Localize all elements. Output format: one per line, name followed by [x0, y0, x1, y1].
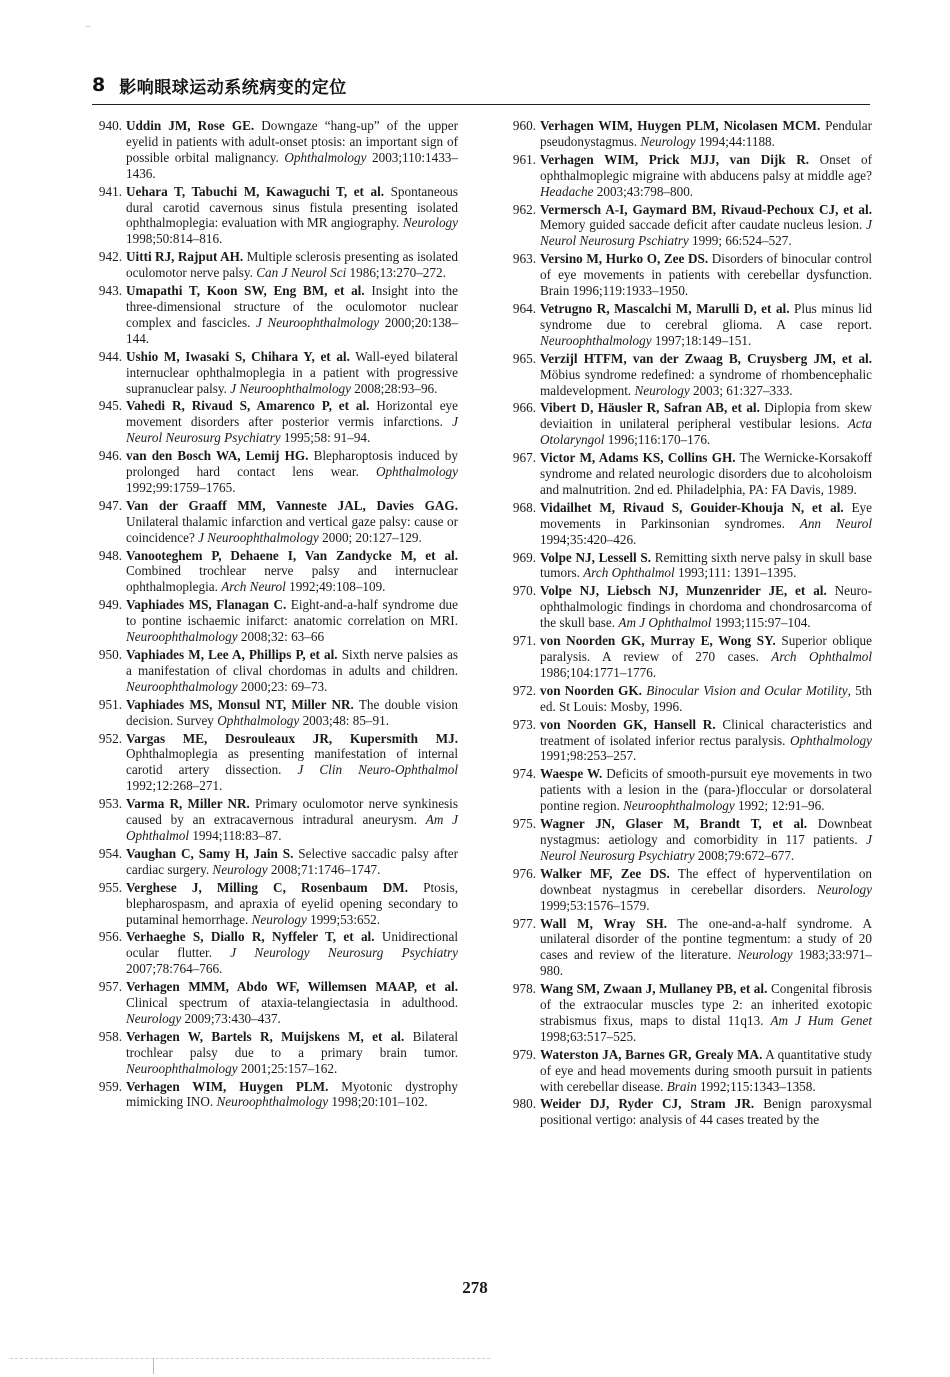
- reference-text: Memory guided saccade deficit after caudate nucleus lesion.: [540, 217, 867, 233]
- reference-number: 945.: [98, 398, 122, 414]
- reference-text: 2008;32: 63–66: [237, 629, 325, 645]
- reference-text: 1986;104:1771–1776.: [540, 664, 657, 680]
- reference-entry: [88, 597, 458, 645]
- reference-text: Disorders of binocular control of eye movements in patients with cerebellar dysfunction. Brain 1996;119:1933–1950.: [540, 251, 873, 299]
- reference-text: 2009;73:430–437.: [181, 1010, 281, 1026]
- reference-authors: Van der Graaff MM, Vanneste JAL, Davies GAG.: [126, 497, 458, 513]
- reference-journal: Am J Hum Genet: [770, 1012, 872, 1028]
- reference-journal: Neuroophthalmology: [126, 629, 238, 645]
- reference-number: 946.: [98, 448, 122, 464]
- reference-authors: Verhagen WIM, Huygen PLM, Nicolasen MCM.: [540, 118, 821, 133]
- reference-text: The double vision decision. Survey: [126, 696, 458, 728]
- reference-text: Myotonic dystrophy mimicking INO.: [126, 1078, 458, 1110]
- reference-text: 1998;20:101–102.: [328, 1094, 428, 1110]
- reference-journal: J Neurology Neurosurg Psychiatry: [230, 945, 458, 961]
- reference-entry: [88, 283, 458, 347]
- reference-number: 963.: [512, 251, 536, 267]
- reference-authors: Vahedi R, Rivaud S, Amarenco P, et al.: [126, 398, 370, 414]
- reference-text: 1996;116:170–176.: [604, 432, 711, 448]
- reference-text: Remitting sixth nerve palsy in skull base tumors.: [540, 549, 872, 581]
- reference-text: 1998;63:517–525.: [540, 1028, 637, 1044]
- reference-text: Möbius syndrome redefined: a syndrome of rhombencephalic maldevelopment.: [540, 366, 872, 398]
- reference-number: 947.: [98, 497, 122, 513]
- reference-number: 941.: [98, 183, 122, 199]
- reference-entry: [502, 450, 872, 498]
- reference-journal: Neuroophthalmology: [540, 332, 652, 348]
- reference-authors: Volpe NJ, Liebsch NJ, Munzenrider JE, et al.: [540, 583, 827, 599]
- reference-entry: [88, 731, 458, 795]
- reference-authors: von Noorden GK, Hansell R.: [540, 716, 716, 732]
- page-number: 278: [462, 1278, 488, 1297]
- reference-text: 2003;110:1433–1436.: [126, 149, 458, 181]
- reference-text: Primary oculomotor nerve synkinesis caused by an extracavernous intradural aneurysm.: [126, 796, 458, 828]
- reference-number: 957.: [98, 979, 122, 995]
- reference-entry: [502, 583, 872, 631]
- chapter-title: 影响眼球运动系统病变的定位: [119, 77, 347, 98]
- reference-entry: [88, 846, 458, 878]
- reference-number: 980.: [512, 1096, 536, 1112]
- reference-text: Clinical spectrum of ataxia-telangiectasia in adulthood.: [126, 995, 458, 1011]
- reference-number: 964.: [512, 300, 536, 316]
- reference-text: 1998;50:814–816.: [126, 231, 223, 247]
- reference-entry: [502, 1047, 872, 1095]
- reference-entry: [88, 498, 458, 546]
- reference-authors: Uitti RJ, Rajput AH.: [126, 249, 244, 265]
- reference-authors: Versino M, Hurko O, Zee DS.: [540, 251, 709, 267]
- reference-text: 1992; 12:91–96.: [734, 798, 825, 814]
- reference-text: Diplopia from skew deviaition in unilateral peripheral vestibular lesions.: [540, 400, 872, 432]
- reference-text: Unidirectional ocular flutter.: [126, 929, 459, 961]
- reference-entry: [88, 880, 458, 928]
- reference-journal: Can J Neurol Sci: [256, 265, 347, 281]
- reference-authors: Wagner JN, Glaser M, Brandt T, et al.: [540, 816, 808, 832]
- reference-text: Congenital fibrosis of the extraocular muscles type 2: an inherited exotopic strabismus fixus, maps to distal 11q13.: [540, 981, 872, 1028]
- reference-number: 970.: [512, 583, 536, 599]
- reference-number: 973.: [512, 716, 536, 732]
- reference-journal: Arch Ophthalmol: [583, 565, 675, 581]
- scan-mark: [86, 26, 90, 27]
- reference-text: 1992;99:1759–1765.: [126, 479, 236, 495]
- reference-text: Deficits of smooth-pursuit eye movements in two patients with a lesion in the (para-)floccular or dorsolateral pontine region.: [540, 766, 872, 814]
- reference-entry: [88, 448, 458, 496]
- reference-entry: [502, 866, 872, 914]
- reference-journal: Ophthalmology: [789, 732, 872, 748]
- reference-number: 965.: [512, 350, 536, 366]
- reference-number: 966.: [512, 400, 536, 416]
- reference-authors: Vetrugno R, Mascalchi M, Marulli D, et al.: [540, 300, 790, 316]
- reference-text: Blepharoptosis induced by prolonged hard contact lens wear.: [126, 448, 458, 480]
- reference-text: 1993;115:97–104.: [711, 615, 811, 631]
- reference-authors: Verhagen WIM, Huygen PLM.: [126, 1078, 329, 1094]
- reference-number: 961.: [512, 151, 536, 167]
- reference-number: 953.: [98, 796, 122, 812]
- reference-journal: Acta Otolaryngol: [540, 416, 872, 448]
- reference-text: 1991;98:253–257.: [540, 748, 637, 764]
- reference-entry: [502, 118, 872, 150]
- reference-text: 2008;28:93–96.: [351, 380, 438, 396]
- reference-journal: Neurology: [640, 133, 696, 149]
- reference-number: 940.: [98, 118, 122, 133]
- reference-entry: [502, 717, 872, 765]
- reference-number: 950.: [98, 647, 122, 662]
- reference-journal: J Neuroophthalmology: [256, 314, 380, 330]
- reference-entry: [88, 697, 458, 729]
- reference-entry: [88, 398, 458, 446]
- reference-authors: Verhagen WIM, Prick MJJ, van Dijk R.: [540, 151, 810, 167]
- reference-authors: Ushio M, Iwasaki S, Chihara Y, et al.: [126, 348, 350, 364]
- reference-number: 951.: [98, 696, 122, 712]
- reference-journal: Arch Neurol: [221, 579, 286, 595]
- reference-entry: [502, 251, 872, 299]
- reference-entry: [88, 1079, 458, 1111]
- reference-authors: Vanooteghem P, Dehaene I, Van Zandycke M, et al.: [126, 547, 458, 563]
- reference-authors: Verghese J, Milling C, Rosenbaum DM.: [126, 879, 409, 895]
- reference-entry: [502, 981, 872, 1045]
- reference-text: Pendular pseudonystagmus.: [540, 118, 872, 149]
- reference-authors: Umapathi T, Koon SW, Eng BM, et al.: [126, 283, 365, 299]
- reference-number: 956.: [98, 929, 122, 945]
- reference-text: , 5th ed. St Louis: Mosby, 1996.: [540, 682, 872, 714]
- reference-text: 1994;44:1188.: [695, 133, 775, 149]
- reference-authors: Verhagen MMM, Abdo WF, Willemsen MAAP, et al.: [126, 979, 458, 995]
- reference-number: 954.: [98, 845, 122, 861]
- reference-authors: van den Bosch WA, Lemij HG.: [126, 448, 309, 464]
- reference-authors: Wang SM, Zwaan J, Mullaney PB, et al.: [540, 981, 768, 997]
- reference-text: Superior oblique paralysis. A review of 270 cases.: [540, 633, 872, 664]
- reference-text: 2003; 61:327–333.: [689, 382, 793, 398]
- reference-entry: [502, 683, 872, 715]
- reference-journal: Neurology: [816, 881, 872, 897]
- reference-journal: Neuroophthalmology: [126, 1060, 238, 1076]
- reference-text: 1997;18:149–151.: [651, 332, 752, 348]
- reference-authors: Vidailhet M, Rivaud S, Gouider-Khouja N, et al.: [540, 499, 844, 515]
- reference-text: 2001;25:157–162.: [237, 1060, 338, 1076]
- reference-entry: [502, 400, 872, 448]
- reference-number: 976.: [512, 865, 536, 881]
- reference-number: 942.: [98, 249, 122, 265]
- reference-journal: Neuroophthalmology: [216, 1094, 329, 1110]
- footer-tick-mark: [153, 1358, 154, 1374]
- reference-number: 967.: [512, 450, 536, 466]
- reference-authors: Volpe NJ, Lessell S.: [540, 549, 652, 565]
- page-header: [92, 70, 870, 100]
- reference-text: Eight-and-a-half syndrome due to pontine ischaemic inifarct: anatomic correlation on MRI.: [126, 597, 458, 629]
- reference-journal: Arch Ophthalmol: [771, 649, 872, 664]
- reference-number: 974.: [512, 766, 536, 782]
- reference-journal: Neurology: [634, 382, 690, 398]
- left-column: [88, 118, 458, 1112]
- reference-authors: Vaphiades MS, Monsul NT, Miller NR.: [126, 696, 354, 712]
- reference-text: A quantitative study of eye and head movements during smooth pursuit in patients with cerebellar disease.: [540, 1046, 872, 1094]
- reference-journal: Headache: [540, 183, 594, 199]
- reference-authors: Verhaeghe S, Diallo R, Nyffeler T, et al.: [126, 929, 375, 945]
- reference-entry: [502, 152, 872, 200]
- reference-text: Downgaze “hang-up” of the upper eyelid in patients with adult-onset ptosis: an important sign of possible orbital malignancy.: [126, 118, 458, 165]
- reference-number: 971.: [512, 633, 536, 649]
- reference-journal: Am J Ophthalmol: [126, 812, 459, 843]
- reference-entry: [502, 500, 872, 548]
- reference-entry: [502, 351, 872, 399]
- reference-entry: [502, 301, 872, 349]
- reference-text: Combined trochlear nerve palsy and internuclear ophthalmoplegia.: [126, 563, 458, 595]
- reference-number: 962.: [512, 201, 536, 217]
- reference-journal: Neurology: [737, 947, 793, 963]
- reference-number: 979.: [512, 1046, 536, 1062]
- reference-authors: Vermersch A-I, Gaymard BM, Rivaud-Pechoux CJ, et al.: [540, 201, 872, 217]
- reference-authors: Verhagen W, Bartels R, Muijskens M, et al.: [126, 1028, 405, 1044]
- reference-text: 2008;79:672–677.: [694, 847, 795, 863]
- reference-number: 969.: [512, 549, 536, 565]
- reference-text: 2000; 20:127–129.: [318, 529, 422, 545]
- reference-authors: Vibert D, Häusler R, Safran AB, et al.: [540, 400, 760, 416]
- reference-text: 1992;12:268–271.: [126, 778, 223, 794]
- reference-entry: [88, 118, 458, 182]
- chapter-number: 8: [92, 74, 106, 96]
- reference-text: Insight into the three-dimensional structure of the oculomotor nuclear complex and fascicles.: [126, 283, 458, 330]
- reference-entry: [502, 633, 872, 681]
- reference-text: Benign paroxysmal positional vertigo: analysis of 44 cases treated by the: [540, 1096, 873, 1128]
- reference-authors: von Noorden GK.: [540, 682, 642, 698]
- reference-text: 2003;43:798–800.: [593, 183, 694, 199]
- reference-text: Eye movements in Parkinsonian syndromes.: [540, 499, 872, 531]
- reference-text: Horizontal eye movement disorders after posterior vermis infarctions.: [126, 398, 458, 430]
- reference-authors: Waespe W.: [540, 766, 603, 782]
- reference-journal: Neuroophthalmology: [126, 678, 238, 694]
- reference-entry: [502, 1096, 872, 1128]
- reference-text: Multiple sclerosis presenting as isolated oculomotor nerve palsy.: [126, 249, 458, 281]
- reference-journal: Binocular Vision and Ocular Motility: [646, 682, 848, 698]
- reference-authors: Uehara T, Tabuchi M, Kawaguchi T, et al.: [126, 183, 385, 199]
- reference-authors: Uddin JM, Rose GE.: [126, 118, 255, 133]
- reference-journal: J Neuroophthalmology: [230, 380, 351, 396]
- reference-text: 2000;23: 69–73.: [237, 678, 328, 694]
- reference-text: 1993;111: 1391–1395.: [674, 565, 797, 581]
- reference-entry: [88, 929, 458, 977]
- reference-text: 1999;53:1576–1579.: [540, 897, 650, 913]
- reference-entry: [502, 816, 872, 864]
- reference-authors: Verzijl HTFM, van der Zwaag B, Cruysberg JM, et al.: [540, 350, 872, 366]
- reference-text: Ophthalmoplegia as presenting manifestation of internal carotid artery dissection.: [126, 746, 458, 778]
- right-column: [502, 118, 872, 1130]
- reference-text: Clinical characteristics and treatment of isolated inferior rectus paralysis.: [540, 716, 872, 748]
- reference-entry: [88, 349, 458, 397]
- reference-authors: Victor M, Adams KS, Collins GH.: [540, 450, 736, 466]
- reference-journal: J Neurol Neurosurg Psychiatry: [540, 831, 872, 863]
- reference-entry: [88, 1029, 458, 1077]
- reference-text: 1994;35:420–426.: [540, 531, 637, 547]
- reference-authors: Wall M, Wray SH.: [540, 915, 668, 931]
- reference-journal: Neurology: [212, 861, 268, 877]
- reference-number: 960.: [512, 118, 536, 133]
- reference-journal: Neurology: [126, 1010, 182, 1026]
- reference-text: The effect of hyperventilation on downbeat nystagmus in cerebellar disorders.: [540, 865, 873, 897]
- reference-number: 977.: [512, 915, 536, 931]
- reference-text: Spontaneous dural carotid cavernous sinus fistula presenting isolated ophthalmoplegia: evaluation with MR angiography.: [126, 183, 458, 231]
- reference-text: 1986;13:270–272.: [346, 265, 446, 281]
- reference-text: 1983;33:971–980.: [540, 947, 873, 979]
- reference-entry: [502, 550, 872, 582]
- reference-text: Downbeat nystagmus: aetiology and comorbidity in 117 patients.: [540, 816, 873, 847]
- reference-authors: von Noorden GK, Murray E, Wong SY.: [540, 633, 776, 649]
- reference-text: Sixth nerve palsies as a manifestation of clival chordomas in adults and children.: [126, 647, 458, 678]
- reference-number: 978.: [512, 981, 536, 997]
- reference-number: 959.: [98, 1078, 122, 1094]
- reference-authors: Walker MF, Zee DS.: [540, 865, 670, 881]
- reference-text: 1994;118:83–87.: [189, 827, 282, 843]
- reference-journal: J Clin Neuro-Ophthalmol: [297, 762, 459, 778]
- reference-journal: Am J Ophthalmol: [618, 615, 712, 631]
- reference-entry: [502, 202, 872, 250]
- reference-authors: Varma R, Miller NR.: [126, 796, 250, 812]
- reference-text: Unilateral thalamic infarction and vertical gaze palsy: cause or coincidence?: [126, 513, 458, 545]
- reference-number: 955.: [98, 879, 122, 895]
- reference-journal: Neurology: [251, 911, 307, 927]
- reference-journal: J Neuroophthalmology: [198, 529, 319, 545]
- reference-text: 2000;20:138–144.: [126, 314, 458, 346]
- reference-text: 2008;71:1746–1747.: [267, 861, 381, 877]
- reference-journal: J Neurol Neurosurg Pschiatry: [540, 217, 872, 249]
- reference-authors: Vaphiades MS, Flanagan C.: [126, 597, 287, 613]
- reference-entry: [88, 647, 458, 695]
- reference-text: 1992;49:108–109.: [285, 579, 386, 595]
- reference-journal: Ophthalmology: [217, 712, 300, 728]
- reference-journal: Brain: [666, 1078, 697, 1094]
- reference-text: 2007;78:764–766.: [126, 961, 223, 977]
- reference-number: 975.: [512, 816, 536, 832]
- reference-authors: Vaughan C, Samy H, Jain S.: [126, 845, 294, 861]
- reference-text: Plus minus lid syndrome due to cerebral glioma. A case report.: [540, 300, 872, 332]
- reference-entry: [502, 766, 872, 814]
- reference-entry: [88, 184, 458, 248]
- reference-journal: Neuroophthalmology: [623, 798, 735, 814]
- reference-authors: Vargas ME, Desrouleaux JR, Kupersmith MJ.: [126, 730, 458, 746]
- reference-text: Neuro-ophthalmologic findings in chordoma and chondrosarcoma of the skull base.: [540, 583, 872, 631]
- reference-authors: Waterston JA, Barnes GR, Grealy MA.: [540, 1046, 763, 1062]
- reference-journal: Ophthalmology: [284, 149, 367, 165]
- reference-journal: Ann Neurol: [799, 515, 873, 531]
- reference-number: 948.: [98, 547, 122, 563]
- reference-journal: Ophthalmology: [375, 464, 458, 480]
- reference-number: 968.: [512, 499, 536, 515]
- reference-text: 1999;53:652.: [306, 911, 381, 927]
- reference-text: 1992;115:1343–1358.: [696, 1078, 816, 1094]
- reference-text: 1999; 66:524–527.: [688, 233, 792, 249]
- reference-authors: Vaphiades M, Lee A, Phillips P, et al.: [126, 647, 338, 662]
- reference-entry: [88, 979, 458, 1027]
- reference-number: 952.: [98, 730, 122, 746]
- reference-text: Ptosis, blepharospasm, and apraxia of eyelid opening secondary to putaminal hemorrhage.: [126, 879, 458, 927]
- reference-number: 949.: [98, 597, 122, 613]
- reference-entry: [502, 916, 872, 980]
- reference-entry: [88, 548, 458, 596]
- reference-number: 958.: [98, 1028, 122, 1044]
- reference-authors: Weider DJ, Ryder CJ, Stram JR.: [540, 1096, 755, 1112]
- reference-text: 1995;58: 91–94.: [280, 430, 371, 446]
- reference-journal: J Neurol Neurosurg Psychiatry: [126, 414, 458, 446]
- reference-text: 2003;48: 85–91.: [299, 712, 390, 728]
- reference-number: 972.: [512, 682, 536, 698]
- reference-text: The Wernicke-Korsakoff syndrome and related neurologic disorders due to alcoholoism and malnutrition. 2nd ed. Philadelphia, PA: FA Davis, 1989.: [540, 450, 872, 497]
- reference-text: The one-and-a-half syndrome. A unilateral disorder of the pontine tegmentum: a study of 20 cases and review of the literature.: [540, 915, 872, 963]
- footer-dashed-line: [10, 1358, 490, 1359]
- reference-text: Wall-eyed bilateral internuclear ophthalmoplegia in a patient with progressive supranuclear palsy.: [126, 348, 458, 396]
- reference-number: 943.: [98, 283, 122, 299]
- header-rule: [92, 104, 870, 105]
- reference-entry: [88, 249, 458, 281]
- reference-text: Onset of ophthalmoplegic migraine with abducens palsy at middle age?: [540, 151, 872, 183]
- reference-text: Selective saccadic palsy after cardiac surgery.: [126, 845, 459, 877]
- reference-text: Bilateral trochlear palsy due to a primary brain tumor.: [126, 1028, 458, 1060]
- reference-number: 944.: [98, 348, 122, 364]
- reference-entry: [88, 796, 458, 844]
- reference-journal: Neurology: [402, 215, 458, 231]
